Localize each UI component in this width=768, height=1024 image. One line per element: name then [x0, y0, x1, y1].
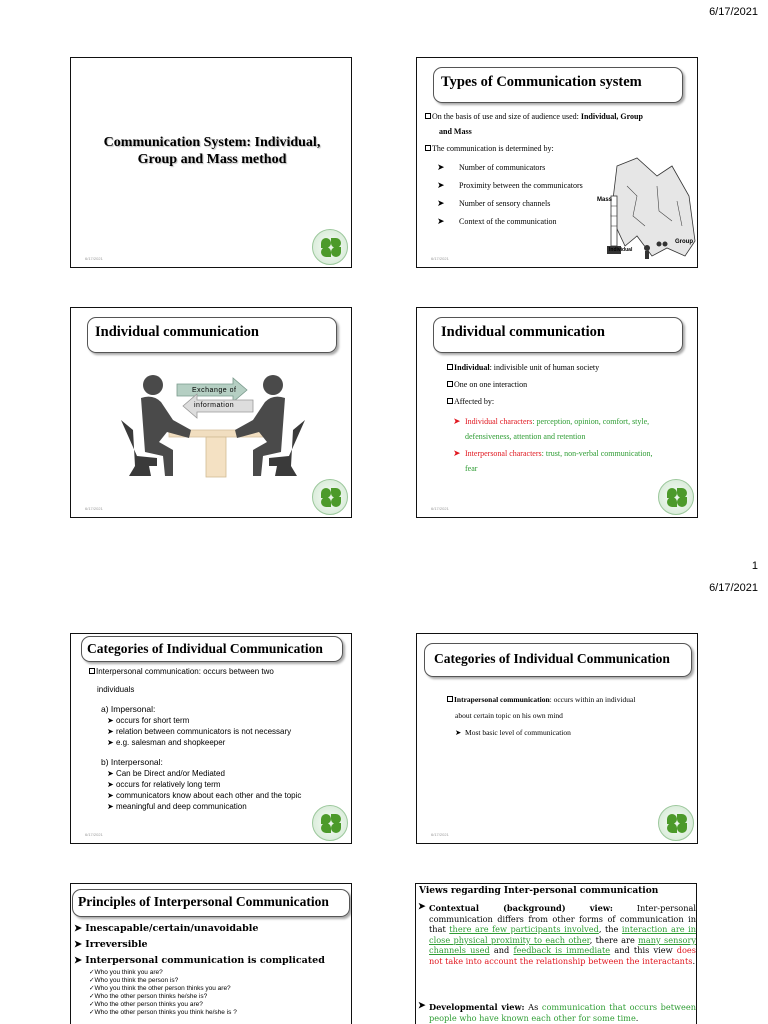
slide-categories-2: Categories of Individual Communication Intrapersonal communication: occurs within an individual about certain topic on his own mind ➤ Most basic level of communication 6/17/2021 — [416, 633, 698, 844]
checkbox-bullet-icon — [425, 113, 431, 119]
checkbox-bullet-icon — [89, 668, 95, 674]
slide-heading: Views regarding Inter-personal communication — [419, 886, 659, 896]
intra-cont: about certain topic on his own mind — [455, 711, 563, 720]
list-item: ➤ e.g. salesman and shopkeeper — [107, 738, 226, 747]
subhead-interpersonal: b) Interpersonal: — [101, 757, 163, 767]
slide-date: 6/17/2021 — [85, 506, 103, 511]
contextual-view-paragraph: Contextual (background) view: Inter-personal communication differs from other forms of communication in that there are few participants involved, the interaction are in close physical proximity to each other, there are many sensory channels used and feedback is immediate and this view does not take into account the relationship between the interactants. — [429, 903, 697, 966]
list-item-cont: defensiveness, attention and retention — [465, 432, 586, 441]
slide-types — [416, 57, 698, 268]
clover-logo-icon — [658, 805, 694, 841]
list-item: ➤ Individual characters: perception, opinion, comfort, style, — [453, 416, 650, 426]
developmental-view-paragraph: Developmental view: As communication that occurs between people who have known each other for some time. — [429, 1002, 696, 1023]
question-item: ✓Who the other person thinks you are? — [89, 1001, 203, 1008]
list-item: ➤ Irreversible — [74, 939, 148, 950]
slide-principles — [70, 883, 352, 1024]
list-item-cont: fear — [465, 464, 478, 473]
clover-logo-icon — [312, 229, 348, 265]
bullet-text: On the basis of use and size of audience used: — [432, 112, 581, 121]
slide-date: 6/17/2021 — [85, 832, 103, 837]
list-item: ➤ Can be Direct and/or Mediated — [107, 769, 225, 778]
list-item: ➤ relation between communicators is not necessary — [107, 727, 292, 736]
checkbox-bullet-icon — [447, 696, 453, 702]
clover-logo-icon — [312, 805, 348, 841]
individual-label: Individual — [609, 247, 633, 253]
question-item: ✓Who you think you are? — [89, 969, 163, 976]
arrow-top-label: Exchange of — [192, 387, 237, 394]
slide-title: Individual communication — [433, 317, 683, 353]
list-item: ➤ Proximity between the communicators — [437, 180, 583, 190]
checkbox-bullet-icon — [447, 364, 453, 370]
slide-views — [415, 883, 697, 1024]
slide-title: Types of Communication system — [433, 67, 683, 103]
slide-title: Categories of Individual Communication — [81, 636, 343, 662]
list-item: ➤ occurs for short term — [107, 716, 190, 725]
list-item: ➤ Interpersonal communication is complicated — [74, 955, 325, 966]
list-item: ➤ meaningful and deep communication — [107, 802, 247, 811]
mass-label: Mass — [597, 197, 613, 203]
subhead-impersonal: a) Impersonal: — [101, 704, 156, 714]
list-item: ➤ Number of sensory channels — [437, 198, 551, 208]
slide-individual-image — [70, 307, 352, 518]
slide-date: 6/17/2021 — [431, 506, 449, 511]
list-item: ➤ Number of communicators — [437, 162, 546, 172]
list-item: ➤ Most basic level of communication — [455, 728, 571, 737]
list-item: ➤ occurs for relatively long term — [107, 780, 221, 789]
arrow-bullet-icon: ➤ — [418, 902, 426, 912]
page-date: 6/17/2021 — [709, 6, 758, 18]
slide-title-line2: Group and Mass method — [137, 152, 287, 167]
question-item: ✓Who you think the other person thinks you are? — [89, 985, 231, 992]
list-item: ➤ Interpersonal characters: trust, non-verbal communication, — [453, 448, 653, 458]
slide-individual-text: Individual communication Individual: indivisible unit of human society One on one interaction Affected by: ➤ Individual characters: perception, opinion, comfort, style, defensiveness, attention and retention ➤ Interpersonal characters: trust, non-verbal communication, fear 6/17/2021 — [416, 307, 698, 518]
slide-date: 6/17/2021 — [431, 832, 449, 837]
list-item: ➤ Context of the communication — [437, 216, 557, 226]
checkbox-bullet-icon — [447, 381, 453, 387]
page-number: 1 — [751, 560, 758, 572]
slide-date: 6/17/2021 — [431, 256, 449, 261]
slide-title: Individual communication — [87, 317, 337, 353]
bullet-bold-cont: and Mass — [439, 127, 472, 136]
bullet-bold: Individual — [454, 363, 490, 372]
clover-logo-icon — [312, 479, 348, 515]
question-item: ✓Who you think the person is? — [89, 977, 179, 984]
page-date: 6/17/2021 — [709, 582, 758, 594]
slide-title: Categories of Individual Communication — [424, 643, 692, 677]
list-item: ➤ communicators know about each other and the topic — [107, 791, 302, 800]
slide-title — [70, 57, 352, 268]
clover-logo-icon — [658, 479, 694, 515]
arrow-bottom-label: information — [194, 402, 235, 409]
bullet-text: The communication is determined by: — [432, 144, 554, 153]
checkbox-bullet-icon — [447, 398, 453, 404]
bullet-bold: Individual, Group — [580, 112, 643, 121]
group-label: Group — [675, 239, 693, 245]
slide-categories-1: Categories of Individual Communication Interpersonal communication: occurs between two individuals a) Impersonal: ➤ occurs for short term ➤ relation between communicators is not necessary ➤ e.g. salesman and shopkeeper b) Interpersonal: ➤ Can be Direct and/or Mediated ➤ occurs for relatively long term ➤ communicators know about each other and the topic ➤ meaningful and deep communication 6/17/2021 — [70, 633, 352, 844]
slide-title: Principles of Interpersonal Communication — [72, 889, 350, 917]
slide-date: 6/17/2021 — [85, 256, 103, 261]
checkbox-bullet-icon — [425, 145, 431, 151]
arrow-bullet-icon: ➤ — [418, 1001, 426, 1011]
list-item: ➤ Inescapable/certain/unavoidable — [74, 923, 259, 934]
intro-cont: individuals — [97, 685, 135, 694]
question-item: ✓Who the other person thinks you think he/she is ? — [89, 1009, 237, 1016]
question-item: ✓Who the other person thinks he/she is? — [89, 993, 208, 1000]
slide-title-line1: Communication System: Individual, — [103, 135, 321, 150]
